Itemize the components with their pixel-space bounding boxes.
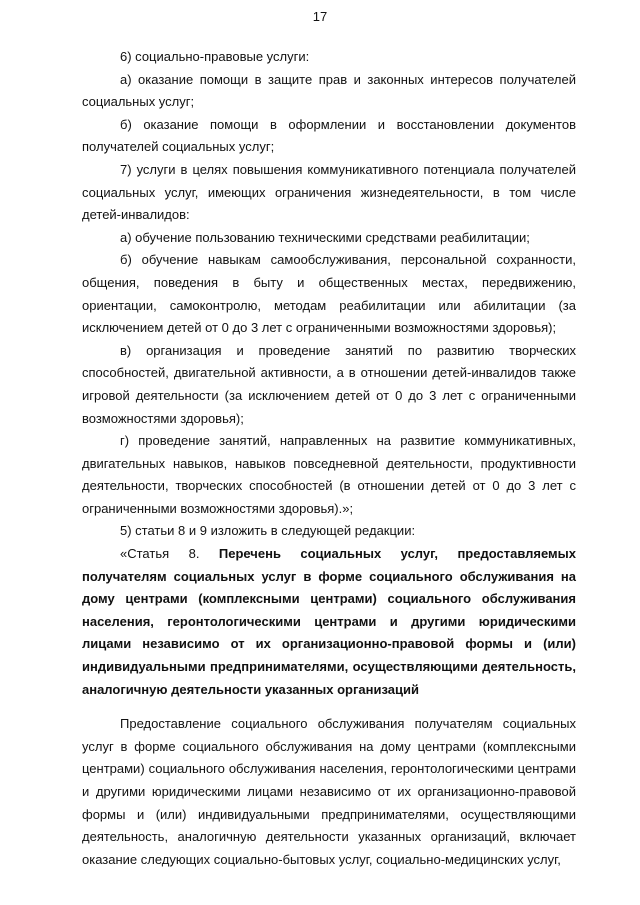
article-prefix: «Статья 8.	[120, 546, 219, 562]
document-body	[82, 46, 576, 871]
paragraph: 7) услуги в целях повышения коммуникативного потенциала получателей социальных услуг, имеющих ограничения жизнедеятельности, в том числе детей-инвалидов:	[82, 161, 576, 223]
paragraph: г) проведение занятий, направленных на развитие коммуникативных, двигательных навыков, навыков повседневной деятельности, продуктивности деятельности, творческих способностей (в отношении детей от 0 до 3 лет с ограниченными возможностями здоровья).»;	[82, 433, 576, 516]
paragraph: б) обучение навыкам самообслуживания, персональной сохранности, общения, поведения в быту и общественных местах, передвижению, ориентации, самоконтролю, методам реабилитации или абилитации (за исключением детей от 0 до 3 лет с ограниченными возможностями здоровья);	[82, 252, 576, 336]
spacer	[82, 701, 576, 713]
paragraph: 5) статьи 8 и 9 изложить в следующей редакции:	[120, 523, 416, 539]
article-heading	[82, 543, 576, 701]
paragraph: в) организация и проведение занятий по развитию творческих способностей, двигательной активности, а в отношении детей-инвалидов также игровой деятельности (за исключением детей от 0 до 3 лет с ограниченными возможностями здоровья);	[82, 342, 576, 426]
page-number: 17	[312, 9, 328, 24]
article-title: Перечень социальных услуг, предоставляемых получателям социальных услуг в форме социального обслуживания на дому центрами (комплексными центрами) социального обслуживания населения, геронтологическими центрами и другими юридическими лицами независимо от их организационно-правовой формы и (или) индивидуальными предпринимателями, осуществляющими деятельность, аналогичную деятельности указанных организаций	[82, 546, 576, 697]
paragraph: а) обучение пользованию техническими средствами реабилитации;	[120, 229, 530, 245]
paragraph: а) оказание помощи в защите прав и законных интересов получателей социальных услуг;	[82, 71, 576, 110]
closing-paragraph: Предоставление социального обслуживания получателям социальных услуг в форме социального обслуживания на дому центрами (комплексными центрами) социального обслуживания населения, геронтологическими центрами и другими юридическими лицами независимо от их организационно-правовой формы и (или) индивидуальными предпринимателями, осуществляющими деятельность, аналогичную деятельности указанных организаций, включает оказание следующих социально-бытовых услуг, социально-медицинских услуг,	[82, 716, 576, 867]
paragraph: 6) социально-правовые услуги:	[120, 49, 310, 64]
paragraph: б) оказание помощи в оформлении и восстановлении документов получателей социальных услуг;	[82, 116, 576, 155]
